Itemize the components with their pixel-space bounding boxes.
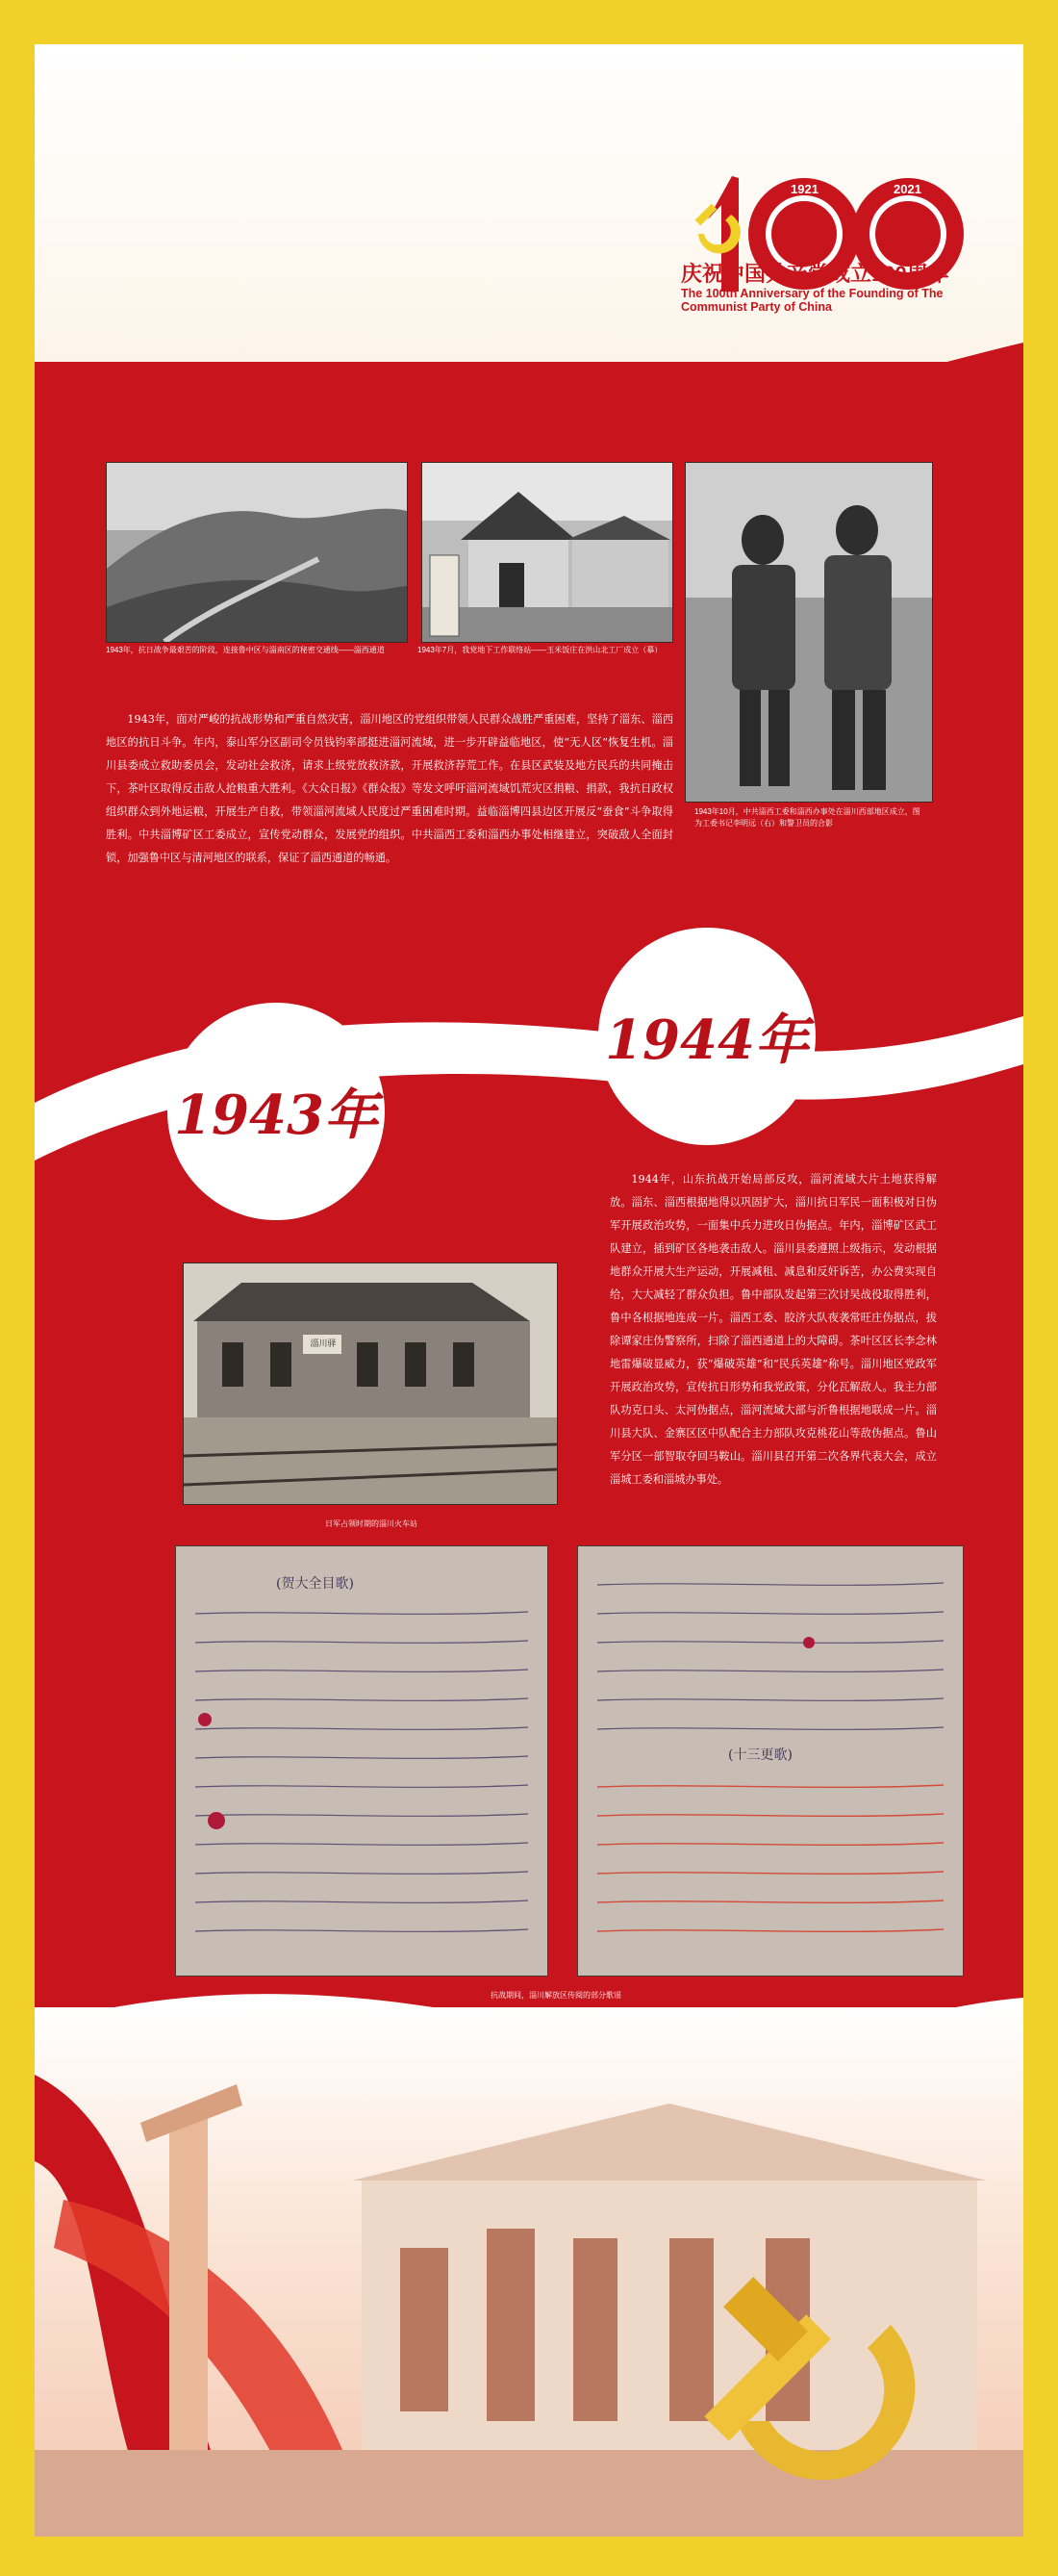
- year-end-label: 2021: [894, 182, 921, 196]
- year-start-label: 1921: [791, 182, 819, 196]
- bottom-illustration-icon: [35, 1998, 1023, 2537]
- house-photo-caption: 1943年7月，我党地下工作联络站——玉米饭庄在洪山北工厂成立（摹）: [417, 646, 663, 654]
- mountain-photo-caption: 1943年，抗日战争最艰苦的阶段，连接鲁中区与淄南区的秘密交通线——淄西通道: [106, 646, 385, 654]
- documents-caption: 抗战期间，淄川解放区传阅的部分歌谣: [491, 1991, 621, 2000]
- doc-right-title: (十三更歌): [728, 1747, 793, 1763]
- paragraph-1944: 1944年，山东抗战开始局部反攻，淄河流域大片土地获得解放。淄东、淄西根据地得以巩固扩大，淄川抗日军民一面积极对日伪军开展政治攻势，一面集中兵力进攻日伪据点。年内，淄博矿区武工队建立，插到矿区各地袭击敌人。淄川县委遵照上级指示，发动根据地群众开展大生产运动，开展减租、减息和反奸诉苦，办公费实现自给，大大减轻了群众负担。鲁中部队发起第三次讨吴战役取得胜利，鲁中各根据地连成一片。淄西工委、胶济大队夜袭常旺庄伪据点，拔除谭家庄伪警察所，扫除了淄西通道上的大障碍。茶叶区区长李念林地雷爆破显威力，获“爆破英雄”和“民兵英雄”称号。淄川地区党政军开展政治攻势，宣传抗日形势和我党政策，分化瓦解敌人。我主力部队功克口头、太河伪据点，淄河流域大部与沂鲁根据地联成一片。淄川县大队、金寨区区中队配合主力部队攻克桃花山等敌伪据点。鲁山军分区一部智取夺回马鞍山。淄川县召开第二次各界代表大会，成立淄城工委和淄城办事处。: [610, 1173, 937, 1486]
- song-document-left: [175, 1545, 548, 1977]
- song-document-right: [577, 1545, 964, 1977]
- doc-left-title: (贺大全目歌): [276, 1576, 354, 1592]
- year-1944-label: 1944年: [605, 1008, 809, 1072]
- soldiers-photo: [685, 462, 933, 803]
- logo-title-en: The 100th Anniversary of the Founding of The Communist Party of China: [681, 287, 944, 314]
- paragraph-1943: 1943年，面对严峻的抗战形势和严重自然灾害，淄川地区的党组织带领人民群众战胜严重困难，坚持了淄东、淄西地区的抗日斗争。年内，泰山军分区副司令员钱钧率部挺进淄河流域，进一步开辟益临地区，使“无人区”恢复生机。淄川县委成立救助委员会，发动社会救济，请求上级党放救济款，开展救济荐荒工作。在县区武装及地方民兵的共同掩击下，茶叶区取得反击敌人抢粮重大胜利。《大众日报》《群众报》等发文呼吁淄河流域饥荒灾区捐粮、捐款，我抗日政权组织群众到外地运粮，开展生产自救，带领淄河流域人民度过严重困难时期。益临淄博四县边区开展反“蚕食”斗争取得胜利。中共淄博矿区工委成立，宣传党动群众，发展党的组织。中共淄西工委和淄西办事处相继建立，突破敌人全面封锁，加强鲁中区与清河地区的联系，保证了淄西通道的畅通。: [106, 713, 673, 864]
- year-1943-circle: [167, 1003, 385, 1220]
- house-photo: [421, 462, 673, 643]
- mountain-photo: [106, 462, 408, 643]
- station-sign: 淄川驿: [310, 1339, 337, 1349]
- soldiers-photo-caption: 1943年10月，中共淄西工委和淄西办事处在淄川西部地区成立，图为工委书记李明远（右）和警卫员的合影: [694, 807, 920, 828]
- poster-frame: [35, 44, 1023, 2537]
- train-station-photo: [183, 1262, 558, 1505]
- logo-title-cn: 庆祝中国共产党成立100周年: [681, 262, 949, 286]
- year-1944-circle: [598, 928, 816, 1145]
- year-1943-label: 1943年: [174, 1084, 378, 1147]
- train-station-caption: 日军占领时期的淄川火车站: [325, 1519, 417, 1528]
